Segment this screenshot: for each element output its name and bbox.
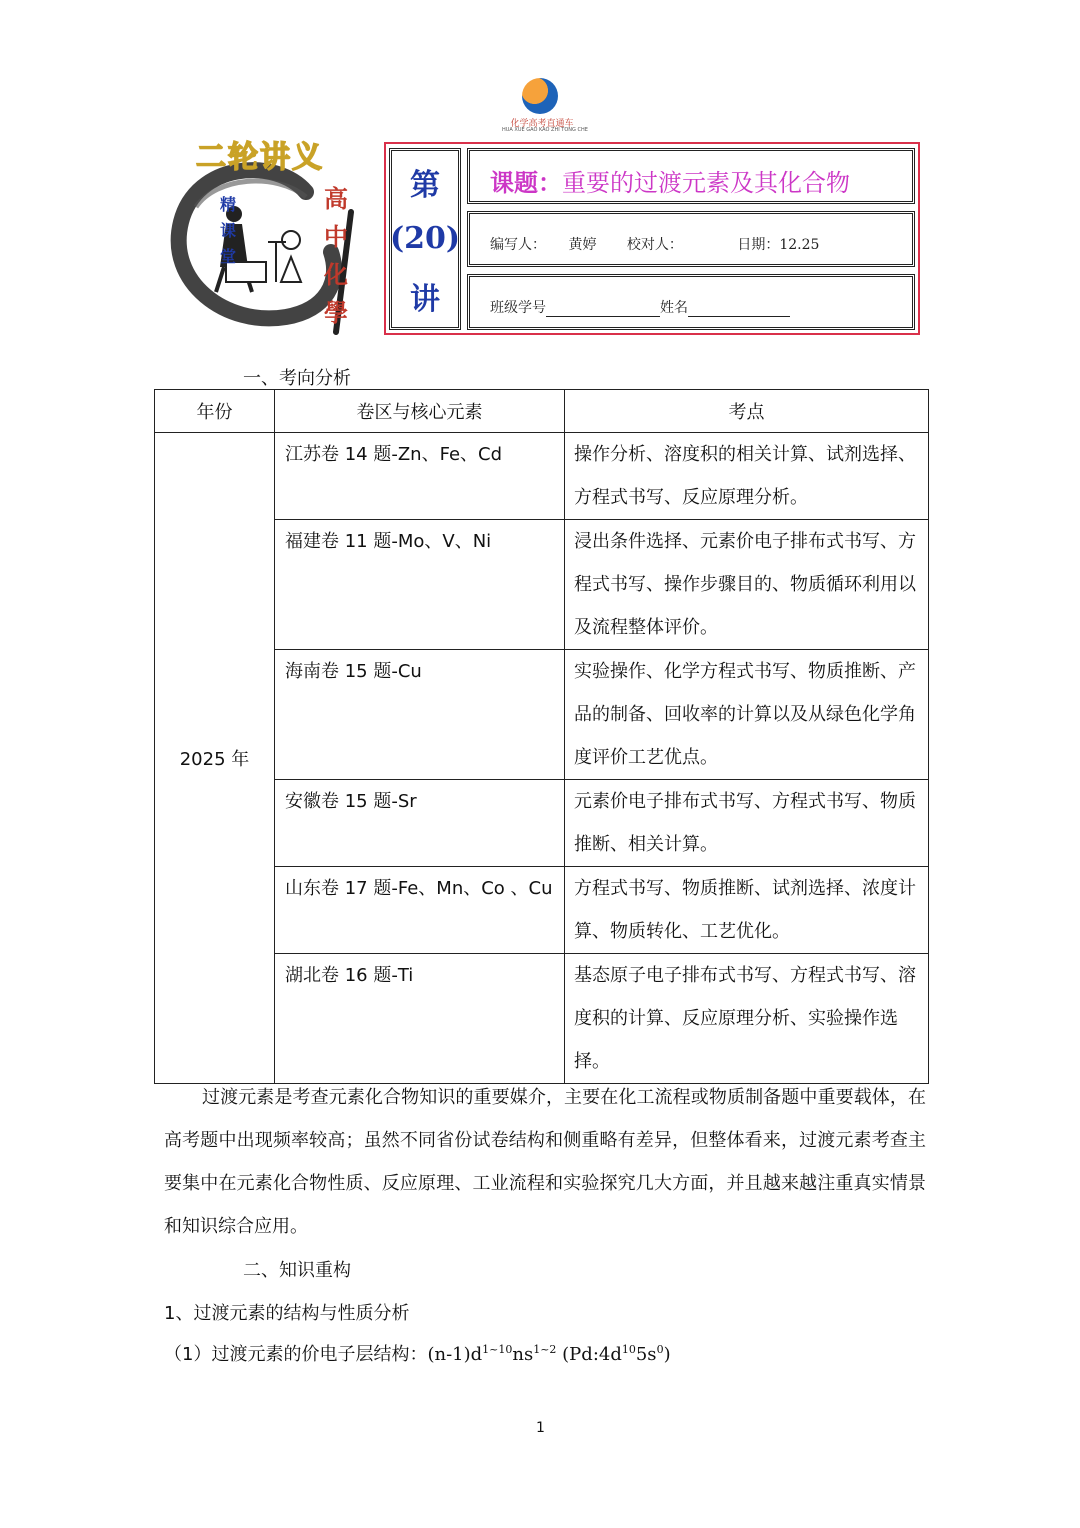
subsection-title-structure: 1、过渡元素的结构与性质分析 <box>164 1303 410 1324</box>
emblem-title: 二轮讲义 <box>196 140 324 175</box>
lesson-char-1: 第 <box>410 167 440 203</box>
region-cell: 福建卷 11 题-Mo、V、Ni <box>285 531 492 552</box>
region-cell: 江苏卷 14 题-Zn、Fe、Cd <box>285 444 503 465</box>
class-label: 班级学号 <box>490 300 546 316</box>
date-value: 12.25 <box>779 237 820 253</box>
points-cell: 操作分析、溶度积的相关计算、试剂选择、方程式书写、反应原理分析。 <box>574 444 916 508</box>
example-sup-2: 0 <box>656 1343 664 1356</box>
emblem-badge: 精课堂 <box>220 195 237 266</box>
points-cell: 基态原子电子排布式书写、方程式书写、溶度积的计算、反应原理分析、实验操作选择。 <box>574 965 916 1072</box>
author-box <box>467 211 915 267</box>
column-header-region: 卷区与核心元素 <box>275 390 565 433</box>
formula-sup-2: 1~2 <box>533 1343 557 1356</box>
example-close: ) <box>663 1344 671 1365</box>
class-box <box>467 274 915 330</box>
section-title-knowledge: 二、知识重构 <box>243 1260 351 1281</box>
logo-caption: 化学高考直通车 <box>510 119 574 129</box>
example-mid: 5s <box>635 1344 657 1365</box>
publisher-logo <box>502 78 588 133</box>
points-cell: 元素价电子排布式书写、方程式书写、物质推断、相关计算。 <box>574 791 916 855</box>
formula-part-2: ns <box>512 1344 534 1365</box>
points-cell: 浸出条件选择、元素价电子排布式书写、方程式书写、操作步骤目的、物质循环利用以及流程整体评价。 <box>574 531 916 638</box>
lesson-number-box <box>389 148 461 330</box>
topic-box <box>467 148 915 204</box>
date-label: 日期： <box>737 237 780 253</box>
lesson-char-3: 讲 <box>410 282 440 318</box>
column-header-year: 年份 <box>155 390 275 433</box>
example-open: (Pd:4d <box>556 1344 622 1365</box>
logo-mark-icon <box>522 78 558 114</box>
formula-sup: 1~10 <box>482 1343 513 1356</box>
page-number: 1 <box>536 1420 545 1436</box>
topic-label: 课题： <box>490 168 562 197</box>
name-label: 姓名 <box>660 300 688 316</box>
intro-paragraph: 过渡元素是考查元素化合物知识的重要媒介，主要在化工流程或物质制备题中重要载体，在高考题中出现频率较高；虽然不同省份试卷结构和侧重略有差异，但整体看来，过渡元素考查主要集中在元素化合物性质、反应原理、工业流程和实验探究几大方面，并且越来越注重真实情景和知识综合应用。 <box>164 1087 926 1237</box>
points-cell: 实验操作、化学方程式书写、物质推断、产品的制备、回收率的计算以及从绿色化学角度评价工艺优点。 <box>574 661 916 768</box>
formula-part: (n-1)d <box>427 1344 483 1365</box>
course-emblem <box>156 132 376 342</box>
column-header-points: 考点 <box>565 390 929 433</box>
item-valence-structure <box>164 1340 671 1366</box>
section-title-analysis: 一、考向分析 <box>243 368 351 389</box>
topic-title: 重要的过渡元素及其化合物 <box>562 169 850 197</box>
logo-subcaption: HUA XUE GAO KAO ZHI TONG CHE <box>502 127 588 133</box>
author-name: 黄婷 <box>568 237 597 253</box>
emblem-side-text: 高中化學 <box>324 184 348 327</box>
author-label: 编写人： <box>490 237 546 253</box>
lesson-number: (20) <box>389 221 461 257</box>
exam-analysis-table <box>154 389 929 1084</box>
region-cell: 安徽卷 15 题-Sr <box>285 791 417 812</box>
example-sup: 10 <box>621 1343 636 1356</box>
region-cell: 湖北卷 16 题-Ti <box>285 965 414 986</box>
class-blank[interactable] <box>546 302 660 317</box>
table-header-row <box>155 390 929 433</box>
name-blank[interactable] <box>688 302 790 317</box>
item-label: （1）过渡元素的价电子层结构： <box>164 1344 428 1365</box>
table-row <box>155 433 929 520</box>
reviewer-label: 校对人： <box>626 237 683 253</box>
year-cell: 2025 年 <box>155 433 275 1084</box>
region-cell: 海南卷 15 题-Cu <box>285 661 422 682</box>
region-cell: 山东卷 17 题-Fe、Mn、Co 、Cu <box>285 878 553 899</box>
points-cell: 方程式书写、物质推断、试剂选择、浓度计算、物质转化、工艺优化。 <box>574 878 916 942</box>
